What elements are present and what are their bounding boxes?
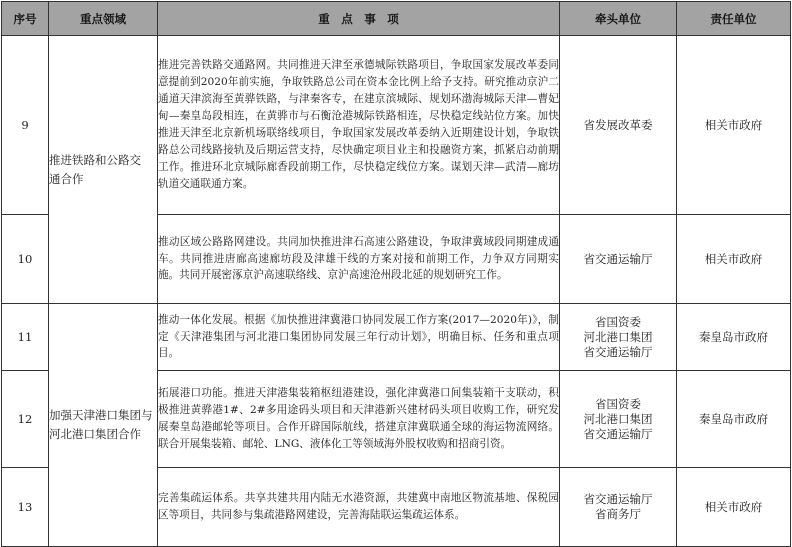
area-cell — [49, 304, 158, 547]
lead-unit: 河北港口集团 — [583, 329, 653, 344]
lead-unit: 省交通运输厅 — [583, 344, 653, 359]
responsible-cell: 秦皇岛市政府 — [677, 304, 791, 371]
area-line: 河北港口集团合作 — [49, 427, 141, 441]
lead-cell — [560, 36, 677, 215]
lead-unit: 省交通运输厅 — [583, 492, 653, 506]
lead-unit: 省国资委 — [595, 314, 641, 329]
task-cell: 推动一体化发展。根据《加快推进津冀港口协同发展工作方案(2017—2020年)》，制定《天津港集团与河北港口集团协同发展三年行动计划》，明确目标、任务和重点项目。 — [158, 304, 560, 371]
area-cell — [49, 36, 158, 304]
lead-unit: 省交通运输厅 — [583, 251, 653, 266]
lead-cell — [560, 468, 677, 547]
header-area: 重点领域 — [49, 2, 158, 36]
table-row — [2, 304, 791, 371]
header-no: 序号 — [2, 2, 49, 36]
responsible-cell: 相关市政府 — [677, 468, 791, 547]
area-line: 推进铁路和公路交 — [49, 152, 141, 167]
header-tasks: 重 点 事 项 — [158, 2, 560, 36]
row-number: 9 — [2, 36, 49, 215]
row-number: 11 — [2, 304, 49, 371]
responsible-cell: 秦皇岛市政府 — [677, 371, 791, 468]
header-row — [2, 2, 791, 36]
lead-unit: 省发展改革委 — [583, 117, 653, 132]
area-line: 通合作 — [49, 171, 84, 186]
header-lead: 牵头单位 — [560, 2, 677, 36]
task-cell: 推进完善铁路交通路网。共同推进天津至承德城际铁路项目，争取国家发展改革委同意提前到2020年前实施，争取铁路总公司在资本金比例上给予支持。研究推动京沪二通道天津滨海至黄骅铁路，与津秦客专，在建京滨城际、规划环渤海城际天津—曹妃甸—秦皇岛段相连，在黄骅市与石衡沧港城际铁路相连，尽快稳定线站位方案。加快推进天津至北京新机场联络线项目，争取国家发展改革委纳入近期建设计划，争取铁路总公司线路接轨及后期运营支持，尽快确定项目业主和投融资方案，抓紧启动前期工作。推进环北京城际廊香段前期工作，尽快稳定线位方案。谋划天津—武清—廊坊轨道交通联通方案。 — [158, 36, 560, 215]
row-number: 10 — [2, 215, 49, 304]
lead-unit: 省国资委 — [595, 396, 641, 411]
lead-cell — [560, 215, 677, 304]
task-cell: 完善集疏运体系。共享共建共用内陆无水港资源，共建冀中南地区物流基地、保税园区等项目，共同参与集疏港路网建设，完善海陆联运集疏运体系。 — [158, 468, 560, 547]
row-number: 12 — [2, 371, 49, 468]
area-line: 加强天津港口集团与 — [49, 408, 153, 422]
lead-unit: 省商务厅 — [595, 507, 641, 521]
lead-unit: 河北港口集团 — [583, 411, 653, 426]
policy-table — [1, 1, 791, 547]
task-cell: 推动区域公路路网建设。共同加快推进津石高速公路建设，争取津冀域段同期建成通车。共同推进唐廊高速廊坊段及津雄干线的方案对接和前期工作，力争双方同期实施。共同开展密涿京沪高速联络线、京沪高速沧州段北延的规划研究工作。 — [158, 215, 560, 304]
header-responsible: 责任单位 — [677, 2, 791, 36]
lead-unit: 省交通运输厅 — [583, 426, 653, 441]
row-number: 13 — [2, 468, 49, 547]
table-row — [2, 36, 791, 215]
task-cell: 拓展港口功能。推进天津港集装箱枢纽港建设，强化津冀港口间集装箱干支联动，积极推进黄骅港1#、2#多用途码头项目和天津港新兴建材码头项目收购工作，研究发展秦皇岛港邮轮等项目。合作开辟国际航线，搭建京津冀联通全球的海运物流网络。联合开展集装箱、邮轮、LNG、液体化工等领域海外股权收购和招商引资。 — [158, 371, 560, 468]
lead-cell — [560, 304, 677, 371]
responsible-cell: 相关市政府 — [677, 36, 791, 215]
lead-cell — [560, 371, 677, 468]
responsible-cell: 相关市政府 — [677, 215, 791, 304]
